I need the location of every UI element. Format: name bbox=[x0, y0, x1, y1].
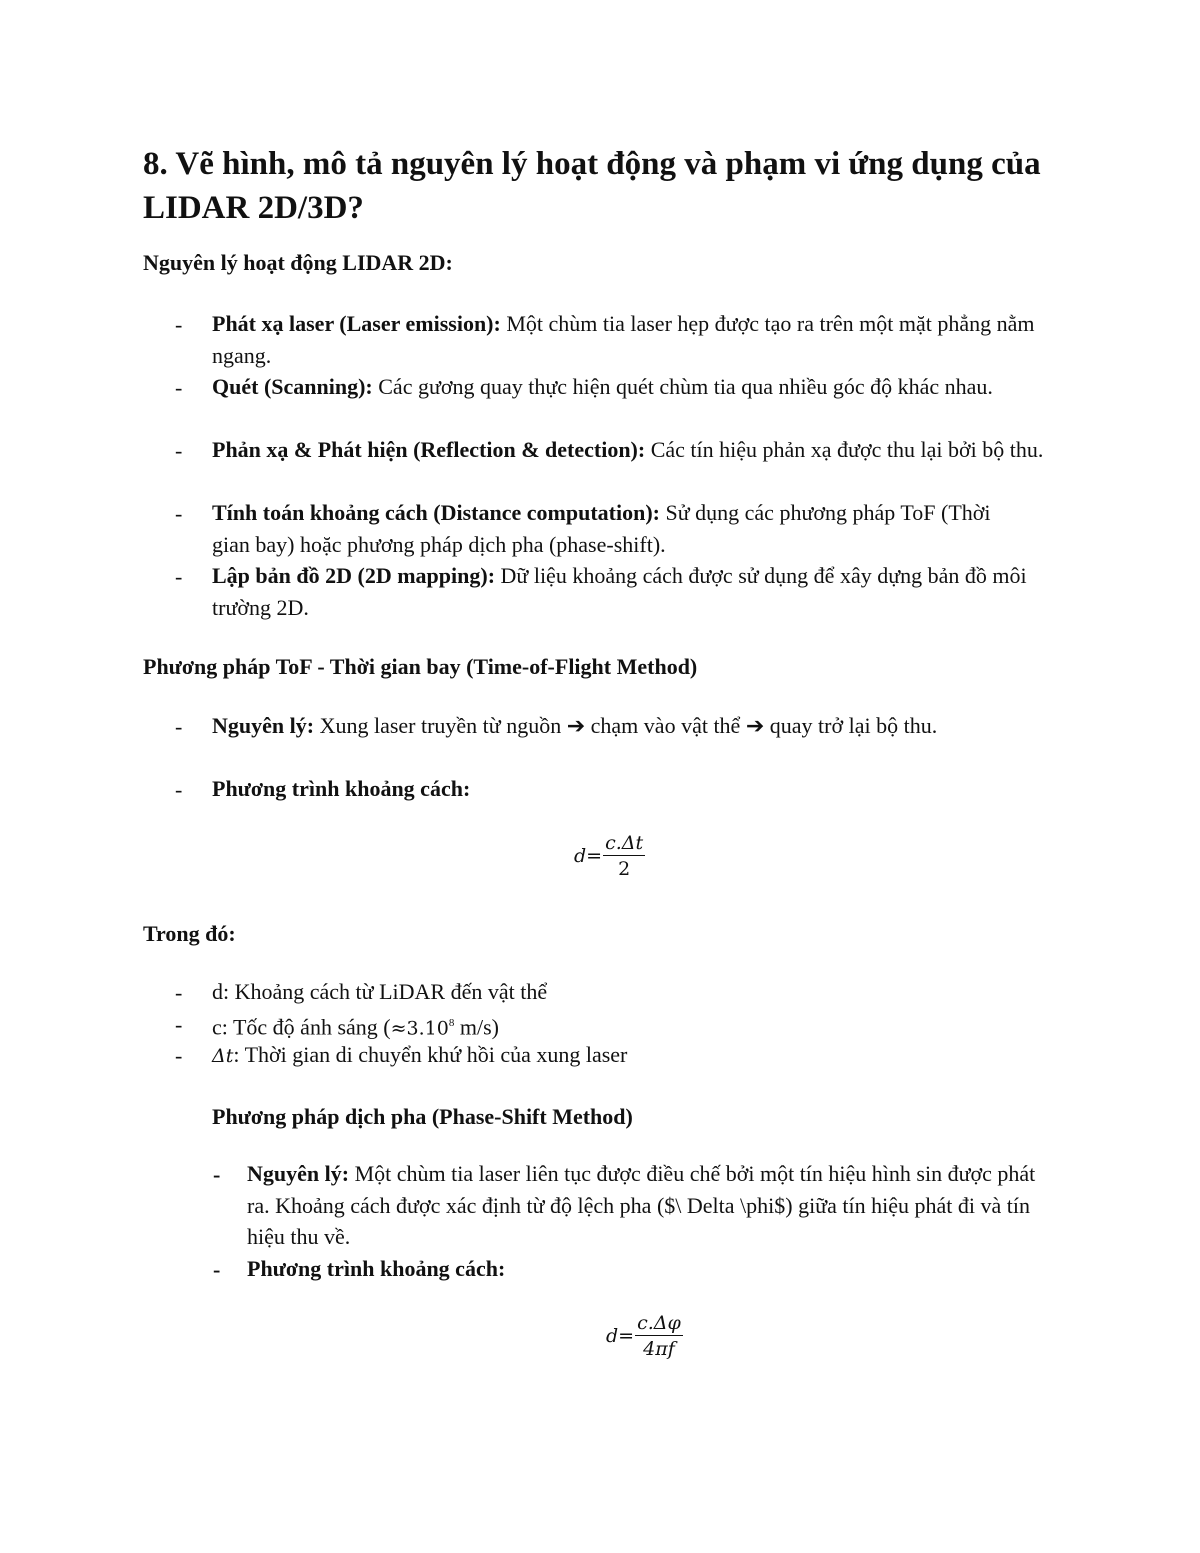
principle-text: Xung laser truyền từ nguồn bbox=[314, 713, 567, 738]
equation-numerator: c.Δφ bbox=[637, 1312, 681, 1334]
item-term: Phản xạ & Phát hiện (Reflection & detection): bbox=[212, 437, 646, 462]
phase-equation bbox=[606, 1312, 683, 1360]
list-dash: - bbox=[213, 1257, 221, 1282]
item-term: Tính toán khoảng cách (Distance computation): bbox=[212, 500, 660, 525]
item-text: : Tốc độ ánh sáng ( bbox=[221, 1014, 391, 1040]
item-text: : Khoảng cách từ LiDAR đến vật thể bbox=[223, 979, 548, 1004]
list-dash: - bbox=[175, 980, 183, 1005]
principle-text: chạm vào vật thể bbox=[590, 713, 746, 738]
list-dash: - bbox=[175, 1012, 183, 1037]
equation-denominator: 4πf bbox=[643, 1338, 675, 1360]
list-dash: - bbox=[175, 438, 183, 463]
equation-numerator: c.Δt bbox=[605, 832, 644, 854]
where-heading: Trong đó: bbox=[143, 921, 236, 946]
list-dash: - bbox=[175, 714, 183, 739]
arrow-icon: ➔ bbox=[745, 713, 765, 738]
item-text: : Thời gian di chuyển khứ hồi của xung laser bbox=[233, 1042, 628, 1067]
equation-lhs: d= bbox=[574, 845, 603, 867]
section-heading-phase-shift: Phương pháp dịch pha (Phase-Shift Method) bbox=[212, 1104, 633, 1129]
arrow-icon: ➔ bbox=[566, 713, 586, 738]
principle-text: Một chùm tia laser liên tục được điều chế bởi một tín hiệu hình sin được phát ra. Khoảng cách được xác định từ độ lệch pha ($\ Delta \phi$) giữa tín hiệu phát đi và tín hiệu thu về. bbox=[247, 1161, 1036, 1249]
item-term: Phát xạ laser (Laser emission): bbox=[212, 311, 501, 336]
list-dash: - bbox=[175, 375, 183, 400]
item-text: Dữ liệu khoảng cách được sử dụng để xây dựng bản đồ môi trường 2D. bbox=[212, 563, 1027, 620]
where-item-d bbox=[212, 976, 547, 1008]
equation-fraction bbox=[635, 1312, 683, 1360]
item-text: Các gương quay thực hiện quét chùm tia qua nhiều góc độ khác nhau. bbox=[372, 374, 993, 399]
list-dash: - bbox=[175, 777, 183, 802]
list-item bbox=[212, 560, 1062, 623]
phase-principle bbox=[247, 1158, 1047, 1253]
tof-equation-label bbox=[212, 773, 470, 805]
symbol: d bbox=[212, 979, 223, 1004]
list-dash: - bbox=[175, 501, 183, 526]
item-text: Một chùm tia laser hẹp được tạo ra trên một mặt phẳng nằm ngang. bbox=[212, 311, 1035, 368]
list-dash: - bbox=[213, 1162, 221, 1187]
page-title: 8. Vẽ hình, mô tả nguyên lý hoạt động và phạm vi ứng dụng của LIDAR 2D/3D? bbox=[143, 146, 1041, 226]
unit: m/s) bbox=[454, 1014, 499, 1040]
item-text: Các tín hiệu phản xạ được thu lại bởi bộ thu. bbox=[645, 437, 1044, 462]
symbol: c bbox=[212, 1014, 222, 1040]
section-heading-lidar-2d: Nguyên lý hoạt động LIDAR 2D: bbox=[143, 250, 453, 275]
list-dash: - bbox=[175, 564, 183, 589]
equation-label: Phương trình khoảng cách: bbox=[247, 1256, 506, 1281]
where-item-dt bbox=[212, 1039, 627, 1073]
principle-text: quay trở lại bộ thu. bbox=[764, 713, 938, 738]
tof-principle bbox=[212, 710, 1072, 742]
symbol: Δt bbox=[212, 1045, 234, 1067]
list-dash: - bbox=[175, 312, 183, 337]
list-dash: - bbox=[175, 1043, 183, 1068]
list-item bbox=[212, 308, 1062, 371]
speed-value: ≈3.10 bbox=[390, 1017, 449, 1040]
list-item bbox=[212, 434, 1072, 466]
phase-equation-label bbox=[247, 1253, 505, 1285]
list-item bbox=[212, 371, 1062, 403]
equation-denominator: 2 bbox=[618, 858, 631, 880]
equation-lhs: d= bbox=[606, 1325, 635, 1347]
item-term: Lập bản đồ 2D (2D mapping): bbox=[212, 563, 496, 588]
equation-label: Phương trình khoảng cách: bbox=[212, 776, 471, 801]
list-item bbox=[212, 497, 1032, 560]
equation-fraction bbox=[603, 832, 645, 880]
principle-label: Nguyên lý: bbox=[212, 713, 315, 738]
exponent: 8 bbox=[448, 1017, 455, 1029]
principle-label: Nguyên lý: bbox=[247, 1161, 350, 1186]
section-heading-tof: Phương pháp ToF - Thời gian bay (Time-of-Flight Method) bbox=[143, 654, 698, 679]
tof-equation bbox=[574, 832, 645, 880]
item-term: Quét (Scanning): bbox=[212, 374, 373, 399]
item-text: Sử dụng các phương pháp ToF (Thời gian bay) hoặc phương pháp dịch pha (phase-shift). bbox=[212, 500, 991, 557]
